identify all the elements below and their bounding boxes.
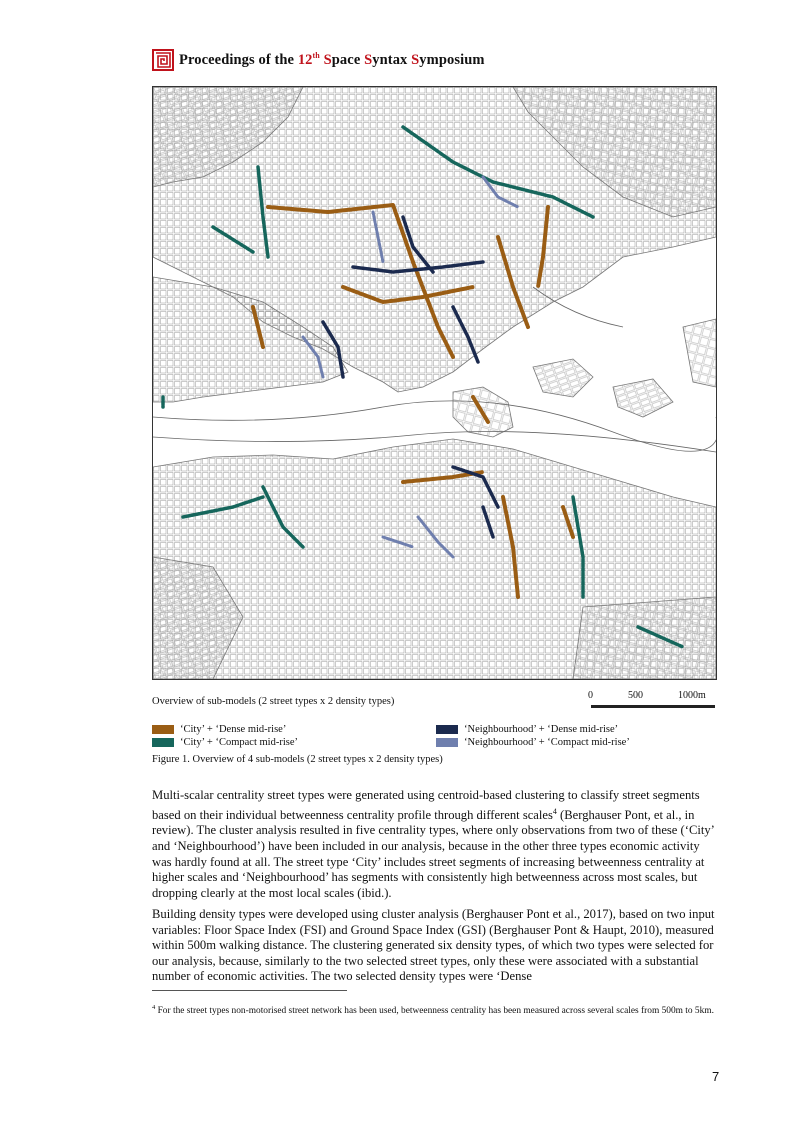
spiral-logo-icon	[152, 49, 174, 71]
land-southeast	[573, 597, 716, 679]
islet	[683, 319, 716, 387]
islet	[533, 359, 593, 397]
footnote: $^4$ For the street types non-motorised street network has been used, betweenness centrality has been measured across several scales from 500m to 5km.	[152, 1004, 714, 1017]
scale-bar-line	[591, 705, 715, 708]
islet	[613, 379, 673, 417]
scale-tick-label: 500	[628, 690, 643, 701]
street-network-map	[153, 87, 716, 679]
figure-caption: Figure 1. Overview of 4 sub-models (2 street types x 2 density types)	[152, 754, 443, 765]
city-map-figure	[152, 86, 717, 680]
legend-item: ‘City’ + ‘Dense mid-rise’	[152, 724, 286, 735]
legend-swatch	[436, 725, 458, 734]
legend-swatch	[152, 738, 174, 747]
page-number: 7	[712, 1069, 720, 1084]
footnote-divider	[152, 990, 347, 991]
scale-tick-label: 0	[588, 690, 593, 701]
figure-overview-label: Overview of sub-models (2 street types x 2 density types)	[152, 696, 395, 707]
legend-item: ‘Neighbourhood’ + ‘Compact mid-rise’	[436, 737, 630, 748]
body-paragraph: Multi-scalar centrality street types were generated using centroid-based clustering to classify street segments based on their individual betweenness centrality profile through different scales$^4$ (Berghauser Pont, et al., in review). The cluster analysis resulted in five centrality types, where only observations from two of these (‘City’ and ‘Neighbourhood’) have been included in our analysis, because in the other three types economic activity was hardly found at all. The street type ‘City’ includes street segments of increasing betweenness centrality at higher scales and ‘Neighbourhood’ has segments with consistently high betweenness across most scales, but dropping clearly at the most local scales (ibid.).	[152, 788, 714, 900]
scale-tick-label: 1000m	[678, 690, 706, 701]
legend-swatch	[436, 738, 458, 747]
proceedings-title: Proceedings of the 12th Space Syntax Symposium	[179, 51, 485, 68]
legend-item: ‘City’ + ‘Compact mid-rise’	[152, 737, 298, 748]
legend-item: ‘Neighbourhood’ + ‘Dense mid-rise’	[436, 724, 618, 735]
proceedings-header	[152, 49, 485, 71]
scale-bar	[588, 690, 718, 714]
legend-swatch	[152, 725, 174, 734]
body-paragraph: Building density types were developed using cluster analysis (Berghauser Pont et al., 2017), based on two input variables: Floor Space Index (FSI) and Ground Space Index (GSI) (Berghauser Pont & Haupt, 2010), measured within 500m walking distance. The clustering generated six density types, of which two types were selected for our analysis, because, similarly to the two selected street types, only these were associated with a substantial number of economic activities. The two selected density types were ‘Dense	[152, 907, 715, 984]
